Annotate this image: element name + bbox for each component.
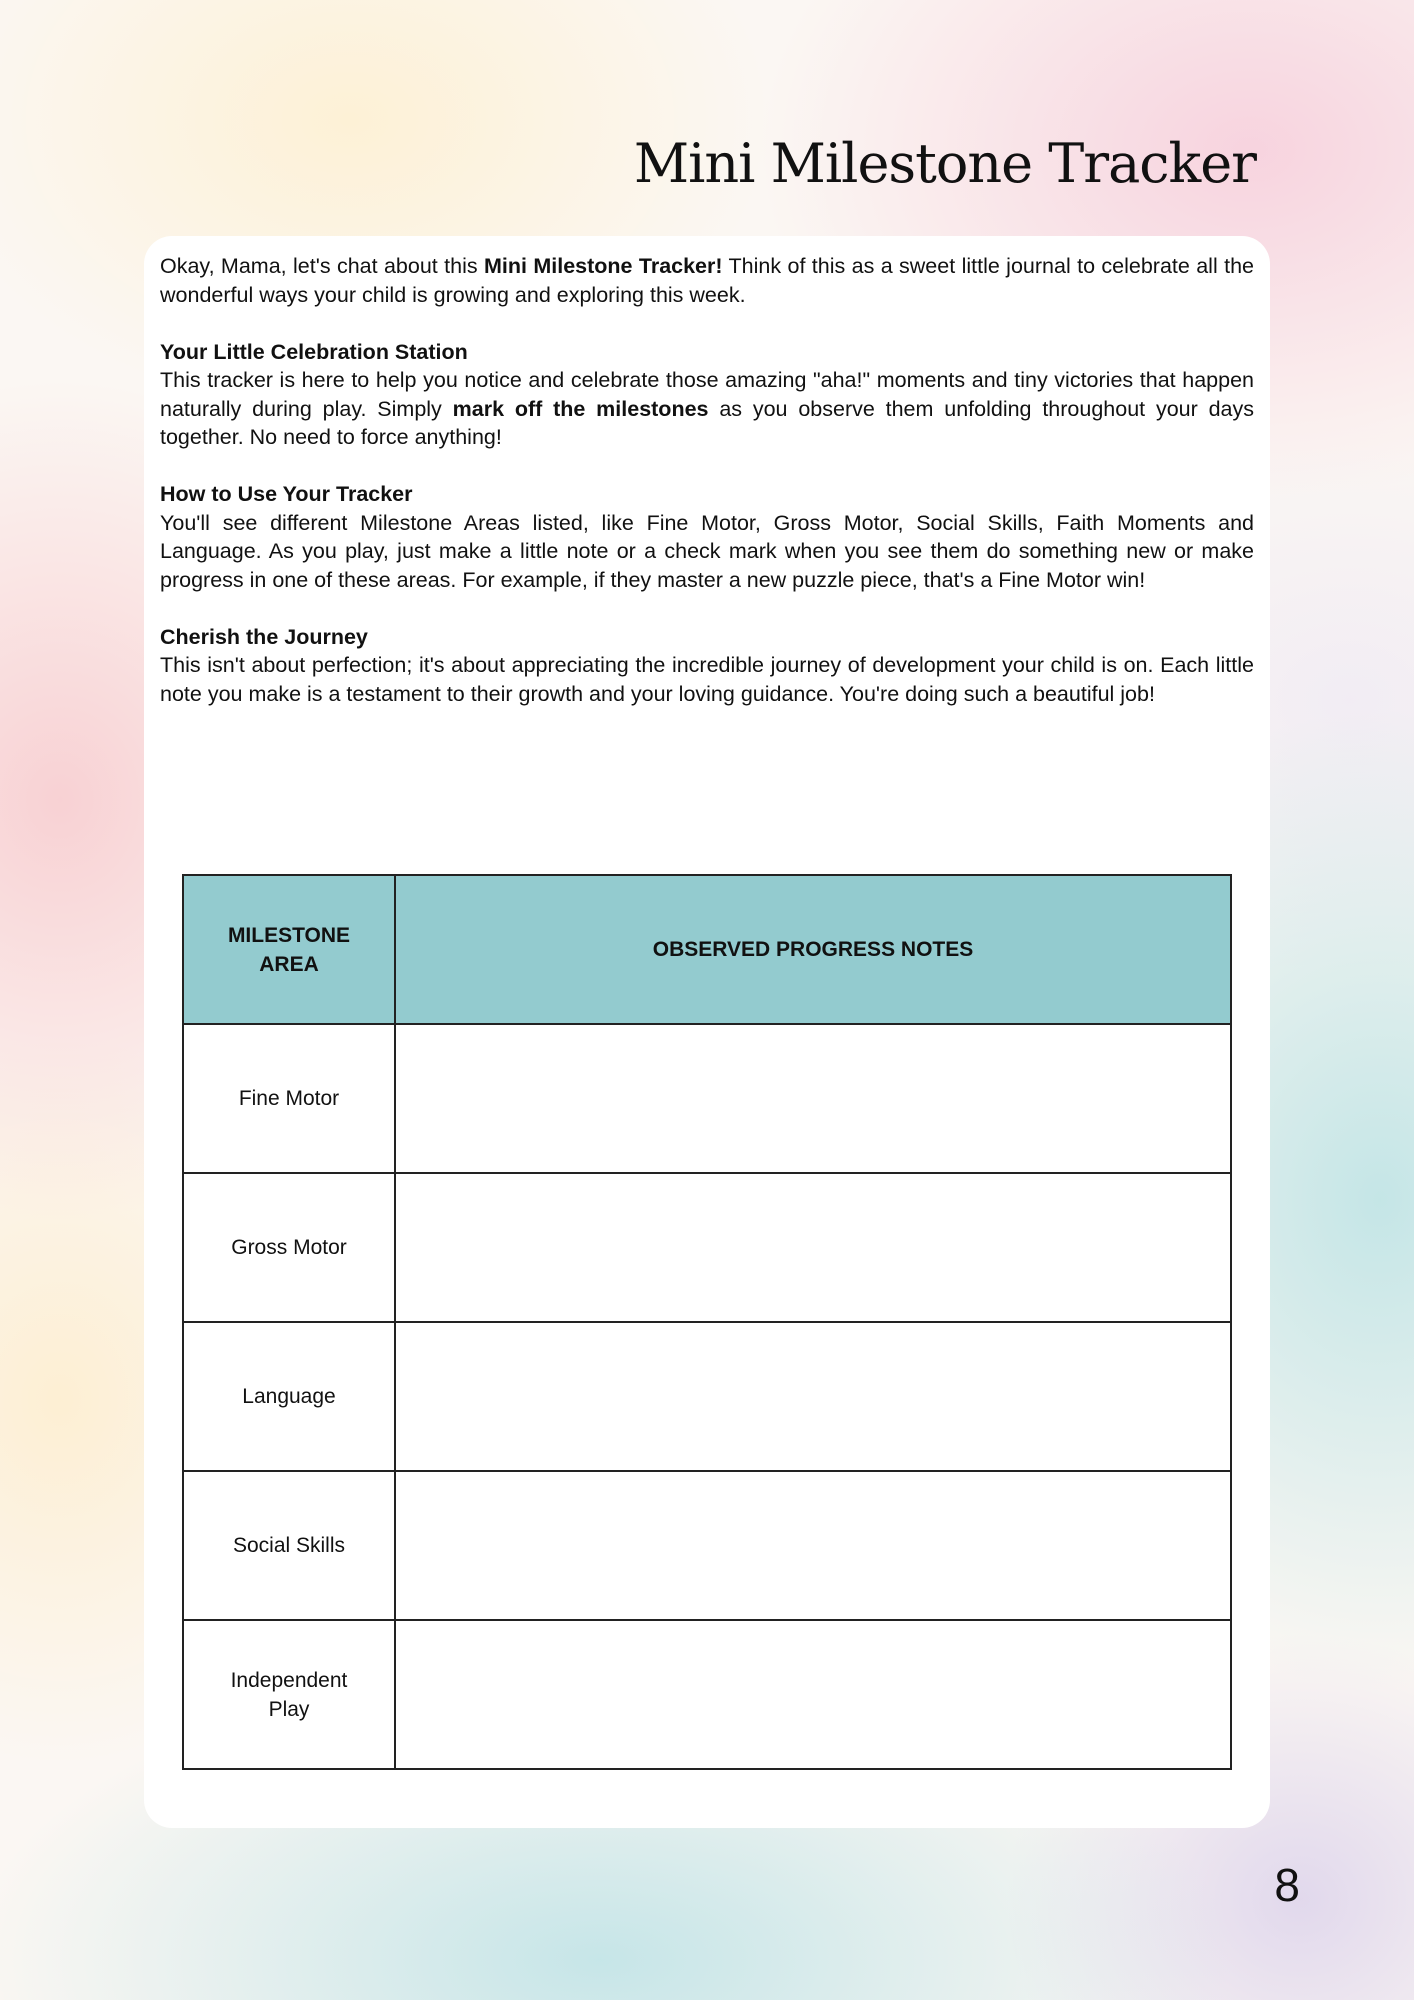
section-celebration: [160, 338, 1254, 452]
table-header-row: [183, 875, 1231, 1024]
section-body: This isn't about perfection; it's about appreciating the incredible journey of development your child is on. Each little note you make is a testament to their growth and your loving guidance. You're doing such a beautiful job!: [160, 653, 1254, 706]
milestone-area-cell: Language: [183, 1322, 395, 1471]
page-number: 8: [1274, 1859, 1300, 1911]
section-body-bold: mark off the milestones: [452, 396, 709, 421]
table-row: [183, 1173, 1231, 1322]
intro-text: Okay, Mama, let's chat about this: [160, 254, 484, 278]
milestone-area-cell: Social Skills: [183, 1471, 395, 1620]
notes-cell[interactable]: [395, 1471, 1231, 1620]
header-progress-notes: OBSERVED PROGRESS NOTES: [395, 875, 1231, 1024]
header-milestone-area: MILESTONE AREA: [183, 875, 395, 1024]
notes-cell[interactable]: [395, 1024, 1231, 1173]
milestone-area-cell: Gross Motor: [183, 1173, 395, 1322]
milestone-area-cell: Fine Motor: [183, 1024, 395, 1173]
content-card: [144, 236, 1270, 1828]
table-row: [183, 1322, 1231, 1471]
section-body: This tracker is here to help you notice and celebrate those amazing "aha!" moments and tiny victories that happen naturally during play. Simply: [160, 368, 1254, 421]
notes-cell[interactable]: [395, 1322, 1231, 1471]
section-how-to: [160, 480, 1254, 594]
notes-cell[interactable]: [395, 1173, 1231, 1322]
milestone-area-cell: Independent Play: [183, 1620, 395, 1769]
table-row: [183, 1024, 1231, 1173]
section-heading: Your Little Celebration Station: [160, 339, 468, 364]
intro-paragraph: [160, 252, 1254, 309]
page-title: Mini Milestone Tracker: [633, 132, 1256, 195]
section-heading: How to Use Your Tracker: [160, 482, 413, 506]
notes-cell[interactable]: [395, 1620, 1231, 1769]
table-row: [183, 1471, 1231, 1620]
milestone-table: [182, 874, 1232, 1770]
section-body-end: as you observe them unfolding throughout your days together. No need to force anything!: [160, 396, 1254, 449]
intro-text-end: Think of this as a sweet little journal to celebrate all the wonderful ways your child is growing and exploring this week.: [160, 254, 1254, 307]
section-heading: Cherish the Journey: [160, 624, 368, 649]
section-body: You'll see different Milestone Areas listed, like Fine Motor, Gross Motor, Social Skills, Faith Moments and Language. As you play, just make a little note or a check mark when you see them do something new or make progress in one of these areas. For example, if they master a new puzzle piece, that's a Fine Motor win!: [160, 510, 1254, 592]
section-journey: [160, 623, 1254, 709]
table-row: [183, 1620, 1231, 1769]
instructions-text: [160, 252, 1254, 737]
intro-bold-text: Mini Milestone Tracker!: [483, 254, 723, 278]
